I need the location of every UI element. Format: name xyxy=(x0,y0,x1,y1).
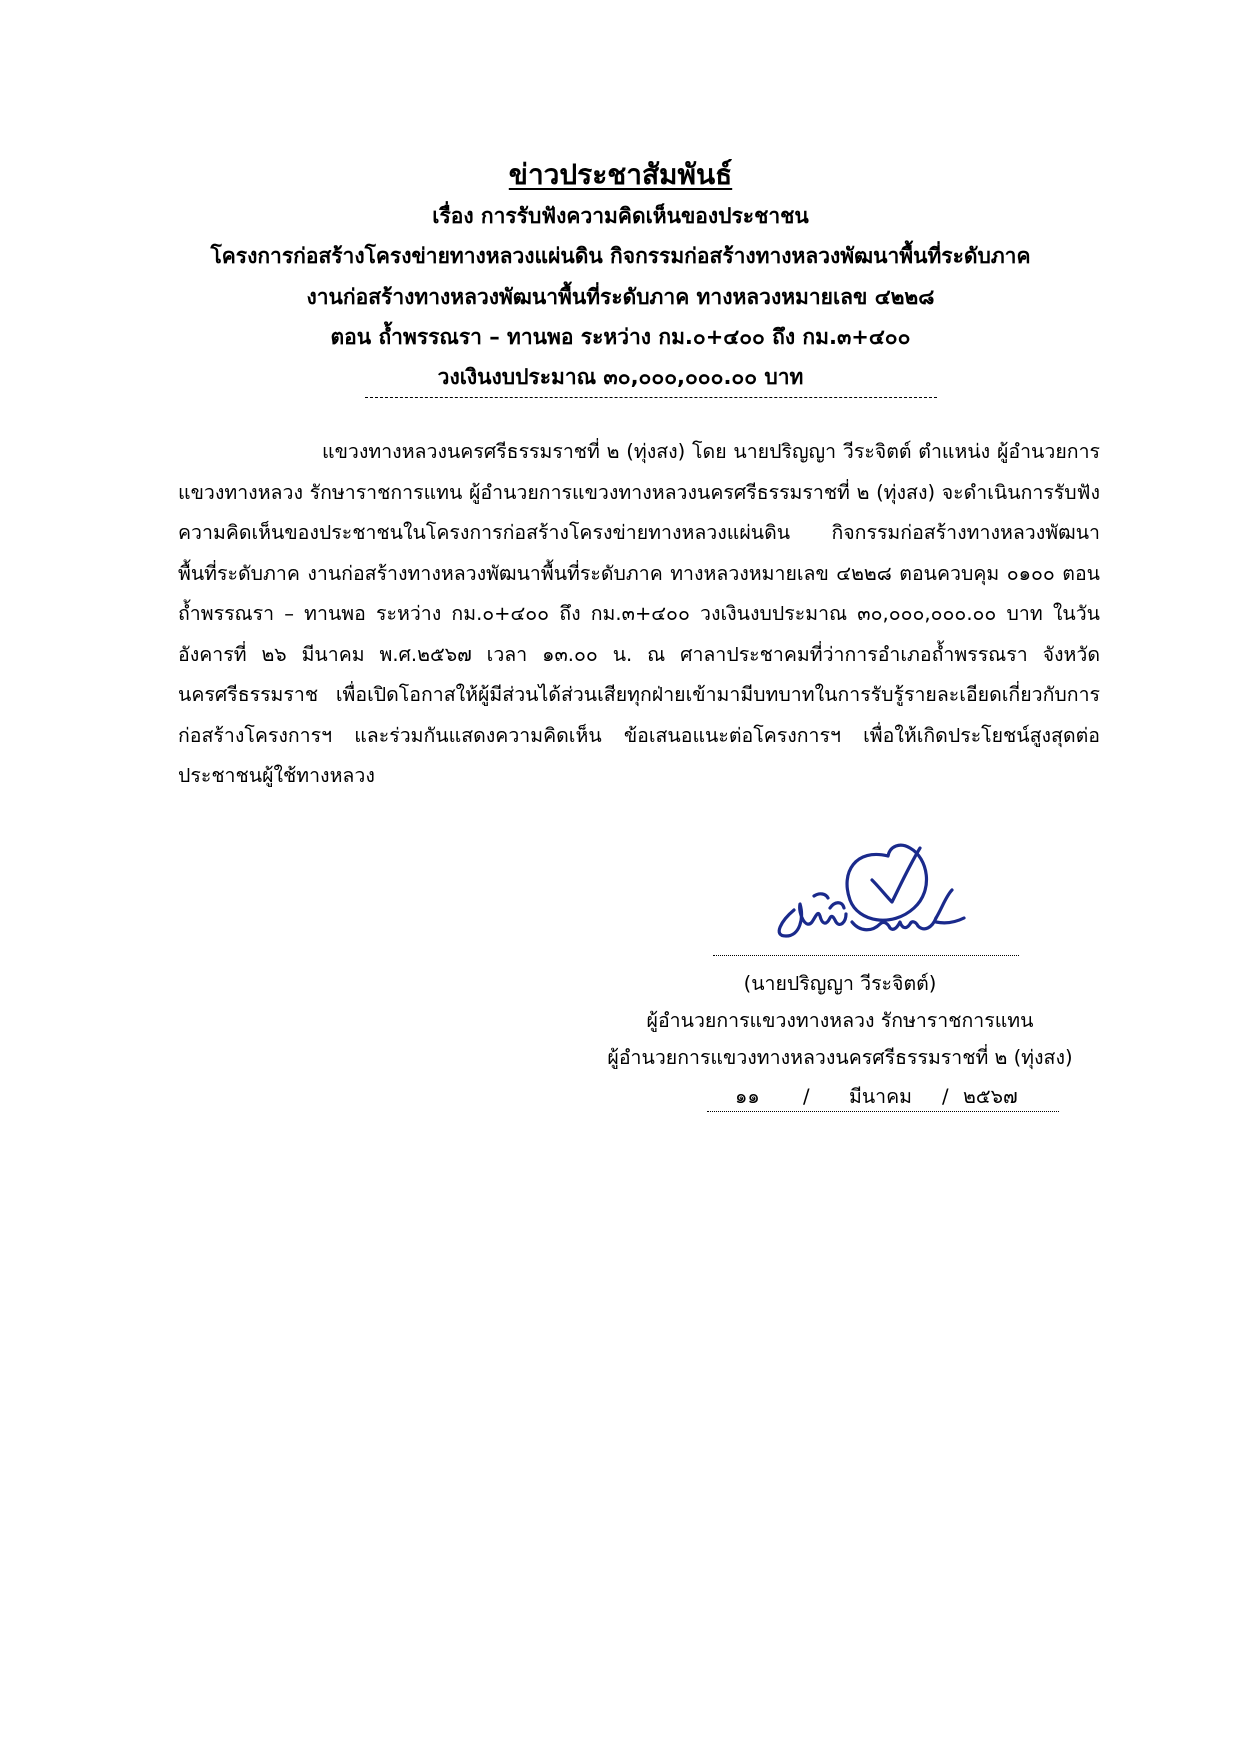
body-paragraph: แขวงทางหลวงนครศรีธรรมราชที่ ๒ (ทุ่งสง) โดย นายปริญญา วีระจิตต์ ตำแหน่ง ผู้อำนวยการแขวงทางหลวง รักษาราชการแทน ผู้อำนวยการแขวงทางหลวงนครศรีธรรมราชที่ ๒ (ทุ่งสง) จะดำเนินการรับฟังความคิดเห็นของประชาชนในโครงการก่อสร้างโครงข่ายทางหลวงแผ่นดิน กิจกรรมก่อสร้างทางหลวงพัฒนาพื้นที่ระดับภาค งานก่อสร้างทางหลวงพัฒนาพื้นที่ระดับภาค ทางหลวงหมายเลข ๔๒๒๘ ตอนควบคุม ๐๑๐๐ ตอน ถ้ำพรรณรา – ทานพอ ระหว่าง กม.๐+๔๐๐ ถึง กม.๓+๔๐๐ วงเงินงบประมาณ ๓๐,๐๐๐,๐๐๐.๐๐ บาท ในวันอังคารที่ ๒๖ มีนาคม พ.ศ.๒๕๖๗ เวลา ๑๓.๐๐ น. ณ ศาลาประชาคมที่ว่าการอำเภอถ้ำพรรณรา จังหวัดนครศรีธรรมราช เพื่อเปิดโอกาสให้ผู้มีส่วนได้ส่วนเสียทุกฝ่ายเข้ามามีบทบาทในการรับรู้รายละเอียดเกี่ยวกับการก่อสร้างโครงการฯ และร่วมกันแสดงความคิดเห็น ข้อเสนอแนะต่อโครงการฯ เพื่อให้เกิดประโยชน์สูงสุดต่อประชาชนผู้ใช้ทางหลวง xyxy=(178,440,1100,787)
date-year: ๒๕๖๗ xyxy=(963,1085,1018,1108)
header-divider xyxy=(365,397,937,398)
work-line: งานก่อสร้างทางหลวงพัฒนาพื้นที่ระดับภาค ทางหลวงหมายเลข ๔๒๒๘ xyxy=(306,285,935,309)
document-title: ข่าวประชาสัมพันธ์ xyxy=(508,158,733,191)
date-separator: / xyxy=(942,1085,949,1108)
section-line: ตอน ถ้ำพรรณรา – ทานพอ ระหว่าง กม.๐+๔๐๐ ถึง กม.๓+๔๐๐ xyxy=(330,325,911,349)
date-day: ๑๑ xyxy=(735,1085,760,1108)
signature-date xyxy=(707,1083,1059,1112)
project-line: โครงการก่อสร้างโครงข่ายทางหลวงแผ่นดิน กิจกรรมก่อสร้างทางหลวงพัฒนาพื้นที่ระดับภาค xyxy=(210,244,1031,268)
date-separator: / xyxy=(803,1085,810,1108)
signer-position-2: ผู้อำนวยการแขวงทางหลวงนครศรีธรรมราชที่ ๒ (ทุ่งสง) xyxy=(607,1046,1073,1069)
date-month: มีนาคม xyxy=(849,1085,913,1108)
signer-name: (นายปริญญา วีระจิตต์) xyxy=(743,972,937,995)
budget-line: วงเงินงบประมาณ ๓๐,๐๐๐,๐๐๐.๐๐ บาท xyxy=(437,365,804,389)
signature-dotted-line xyxy=(713,955,1019,956)
subject-line: เรื่อง การรับฟังความคิดเห็นของประชาชน xyxy=(432,204,809,228)
signer-position-1: ผู้อำนวยการแขวงทางหลวง รักษาราชการแทน xyxy=(646,1009,1034,1032)
handwritten-signature xyxy=(760,838,970,946)
